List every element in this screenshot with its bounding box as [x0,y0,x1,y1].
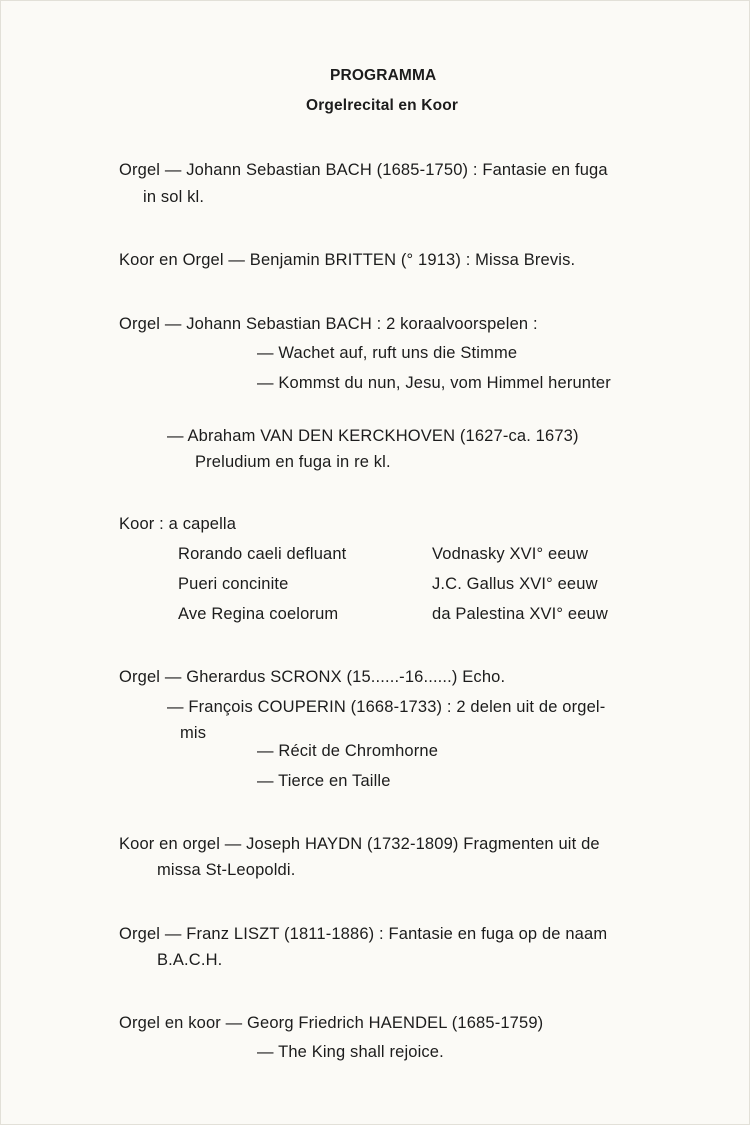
choir-piece-composer: J.C. Gallus XVI° eeuw [432,575,598,593]
program-item-bach-fantasie: Orgel — Johann Sebastian BACH (1685-1750) : Fantasie en fuga [119,161,608,179]
program-subitem-kommst-du: — Kommst du nun, Jesu, vom Himmel herunter [257,374,611,392]
program-item-haydn-cont: missa St-Leopoldi. [157,861,296,879]
choir-piece-title: Rorando caeli defluant [178,545,347,563]
program-item-couperin: — François COUPERIN (1668-1733) : 2 delen uit de orgel- [167,698,606,716]
choir-piece-composer: Vodnasky XVI° eeuw [432,545,589,563]
choir-piece-composer: da Palestina XVI° eeuw [432,605,608,623]
program-item-bach-koraal: Orgel — Johann Sebastian BACH : 2 koraalvoorspelen : [119,315,538,333]
program-title: PROGRAMMA [330,67,437,84]
program-item-bach-fantasie-cont: in sol kl. [143,188,205,206]
program-subtitle: Orgelrecital en Koor [306,97,459,114]
program-item-liszt: Orgel — Franz LISZT (1811-1886) : Fantasie en fuga op de naam [119,925,608,943]
choir-piece-title: Pueri concinite [178,575,289,593]
program-item-britten: Koor en Orgel — Benjamin BRITTEN (° 1913) : Missa Brevis. [119,251,576,269]
program-item-haendel: Orgel en koor — Georg Friedrich HAENDEL (1685-1759) [119,1014,544,1032]
program-subitem-king-shall: — The King shall rejoice. [257,1043,444,1061]
program-item-koor-capella: Koor : a capella [119,515,237,533]
program-subitem-wachet-auf: — Wachet auf, ruft uns die Stimme [257,344,518,362]
program-item-scronx: Orgel — Gherardus SCRONX (15......-16......) Echo. [119,668,506,686]
program-item-kerckhoven: — Abraham VAN DEN KERCKHOVEN (1627-ca. 1673) [167,427,579,445]
program-item-couperin-cont: mis [180,724,207,742]
program-subitem-tierce: — Tierce en Taille [257,772,391,790]
program-item-kerckhoven-cont: Preludium en fuga in re kl. [195,453,391,471]
choir-piece-title: Ave Regina coelorum [178,605,339,623]
program-item-liszt-cont: B.A.C.H. [157,951,223,969]
program-subitem-recit: — Récit de Chromhorne [257,742,439,760]
program-item-haydn: Koor en orgel — Joseph HAYDN (1732-1809) Fragmenten uit de [119,835,600,853]
